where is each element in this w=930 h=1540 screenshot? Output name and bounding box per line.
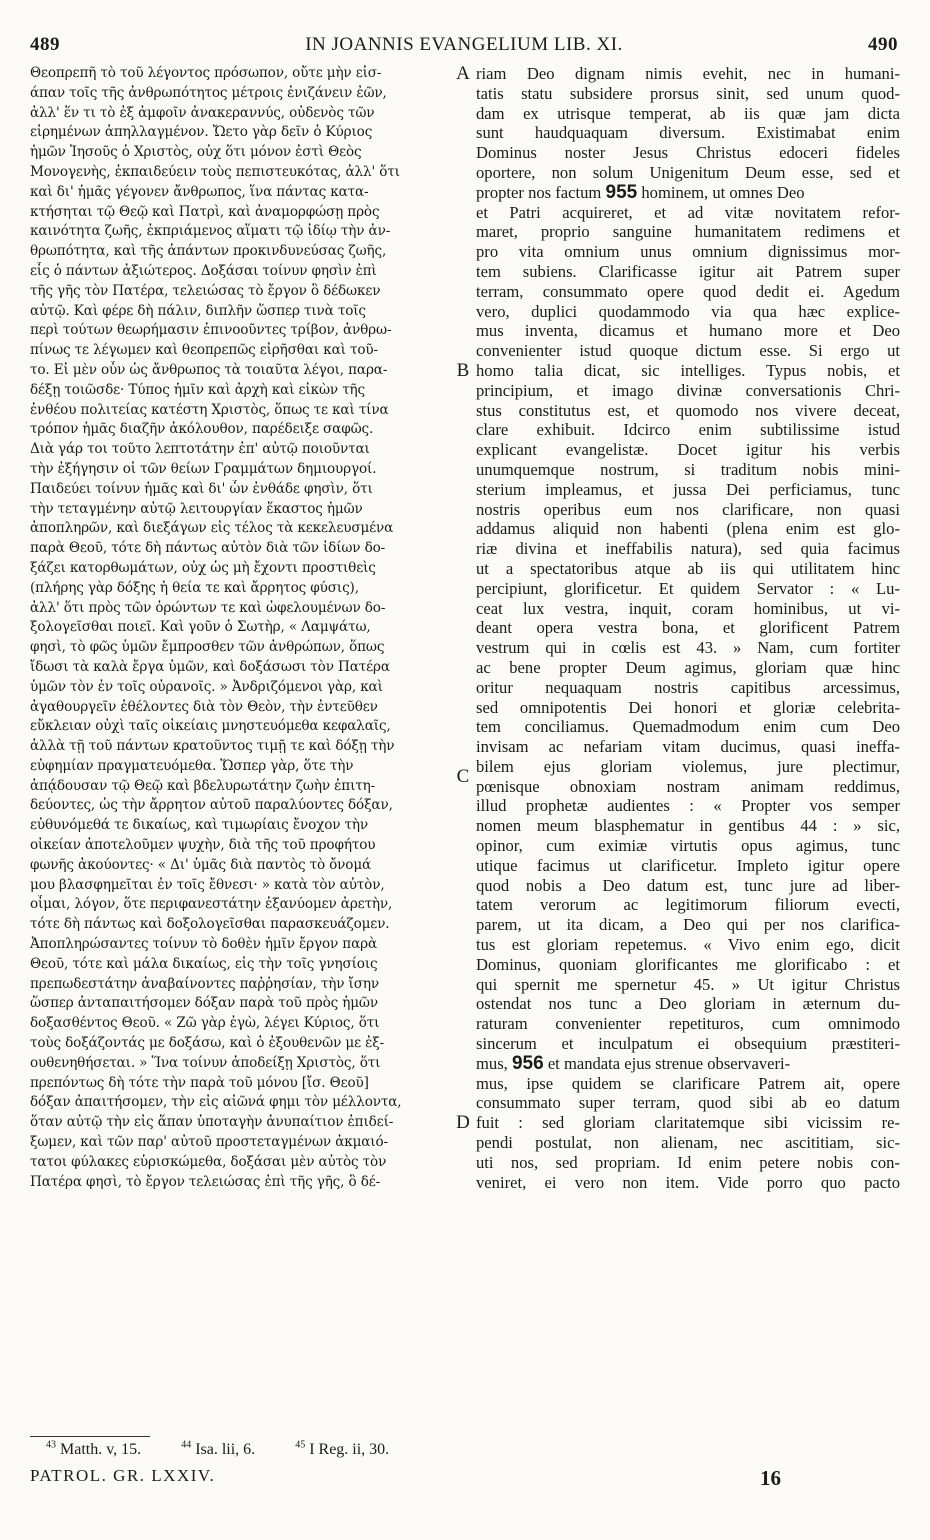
greek-line: παρὰ Θεοῦ, τότε δὴ πάντως αὐτὸν διὰ τῶν ἰδίων δο- (30, 540, 386, 557)
latin-line: sunt haudquaquam diversum. Existimabat enim (476, 123, 900, 143)
latin-line: sterium impleamus, et jussa Dei perficiamus, tunc (476, 479, 900, 499)
greek-line: περὶ τούτων θεωρήμασιν ἐπινοοῦντες τρίβον, ἀνθρω- (30, 322, 392, 339)
latin-line: ostendat nos tunc a Deo gloriam in æternum du- (476, 994, 900, 1014)
footnotes (46, 1440, 425, 1459)
greek-line: κτήσηται τῷ Θεῷ καὶ Πατρὶ, καὶ ἀναμορφώσῃ πρὸς (30, 203, 380, 220)
page-number-right: 490 (868, 34, 898, 55)
latin-line: tem conciliamus. Quemadmodum enim cum Deo (476, 717, 900, 737)
latin-line: riam Deo dignam nimis evehit, nec in humani- (476, 64, 900, 83)
greek-line: εὐφημίαν πραγματευόμεθα. Ὥσπερ γὰρ, ὅτε τὴν (30, 757, 354, 774)
latin-line: pro vita omnium unus omnium dignissimus mor- (476, 242, 900, 262)
greek-line: δόξαν ἀπαιτήσομεν, τὴν εἰς αἰῶνά φημι τὸν μέλλοντα, (30, 1094, 402, 1111)
latin-line: tus est gloriam repetemus. « Vivo enim ego, dicit (476, 935, 900, 955)
greek-line: τὴν ἐξήγησιν οἱ τῶν θείων Γραμμάτων δημιουργοί. (30, 460, 377, 477)
latin-line-text: propter nos factum (476, 182, 606, 202)
latin-line: utique facimus ut clarificetur. Impleto igitur opere (476, 855, 900, 875)
greek-line: ἡμῶν Ἰησοῦς ὁ Χριστὸς, οὐχ ὅτι μόνον ἐστὶ Θεὸς (30, 144, 362, 161)
greek-line: θρωπότητα, καὶ τῆς ἁπάντων προκινδυνεύσας ζωῆς, (30, 243, 387, 260)
page-number-left: 489 (30, 34, 60, 55)
greek-line: ἀπᾴδουσαν τῷ Θεῷ καὶ βδελυρωτάτην ζωὴν ἐπιτη- (30, 777, 376, 794)
latin-line: tem subiens. Clarificasse igitur ait Patrem super (476, 261, 900, 281)
running-title: IN JOANNIS EVANGELIUM LIB. XI. (305, 34, 623, 55)
latin-line: maret, proprio sanguine humanitatem redimens et (476, 222, 900, 242)
greek-line: ἀγαθουργεῖν ἐθέλοντες διὰ τὸν Θεὸν, τὴν ἐντεῦθεν (30, 698, 378, 715)
footnote-43: $^{43}$ Matth. v, 15. (46, 1440, 142, 1459)
greek-line: οἰκείαν ἀποτελοῦμεν ψυχὴν, διὰ τῆς τοῦ προφήτου (30, 837, 376, 854)
greek-line: ἐνθέου πολιτείας κατέστη Χριστὸς, ὅπως τε καὶ τίνα (30, 401, 389, 418)
latin-line: sed omnipotentis Dei honori et gloriæ celebrita- (476, 697, 900, 717)
greek-line: εὐθυνόμεθά τε δικαίως, καὶ τιμωρίαις ἔνοχον τὴν (30, 817, 368, 834)
greek-line: οἶμαι, λόγον, ὅτε περιφανεστάτην ἐξανύομεν ἀρετὴν, (30, 896, 393, 913)
greek-line: δεύοντες, ὡς τὴν ἄρρητον αὐτοῦ παραλύοντες δόξαν, (30, 797, 393, 814)
latin-line: vestrum qui in cœlis est 43. » Nam, cum fortiter (476, 638, 900, 658)
greek-line: εἰρημένων ἀπηλλαγμένον. Ὤετο γὰρ δεῖν ὁ Κύριος (30, 124, 373, 141)
margin-letter-a: A (456, 63, 470, 84)
latin-line: dam ex utrisque temperat, ab iis quæ jam dicta (476, 103, 900, 123)
greek-line: πρεπόντως δὴ τότε τὴν παρὰ τοῦ μόνου [ἴσ. Θεοῦ] (30, 1074, 369, 1091)
latin-line (476, 1054, 900, 1074)
footnote-44: $^{44}$ Isa. lii, 6. (181, 1440, 256, 1459)
greek-line: ἴδωσι τὰ καλὰ ἔργα ὑμῶν, καὶ δοξάσωσι τὸν Πατέρα (30, 658, 390, 675)
greek-line: εὔκλειαν οὐχὶ ταῖς οἰκείαις μνηστευόμεθα κεφαλαῖς, (30, 718, 391, 735)
latin-line: bilem ejus gloriam violemus, jure plectimur, (476, 756, 900, 776)
greek-line: Θεοπρεπῆ τὸ τοῦ λέγοντος πρόσωπον, οὔτε μὴν εἰσ- (30, 65, 382, 81)
footnote-rule (30, 1436, 150, 1437)
latin-line: illud prophetæ audientes : « Propter vos semper (476, 796, 900, 816)
latin-line: uti nos, sed propriam. Id enim petere nobis con- (476, 1152, 900, 1172)
footnote-45: $^{45}$ I Reg. ii, 30. (295, 1440, 390, 1459)
latin-line: principium, et imago divinæ conversationis Chri- (476, 380, 900, 400)
latin-line: oritur nequaquam nostris capitibus arcessimus, (476, 677, 900, 697)
latin-line: vero, duplici quodammodo via qua hæc explice- (476, 301, 900, 321)
latin-line: riæ divina et ineffabilis natura), sed quia facimus (476, 539, 900, 559)
latin-line (476, 183, 900, 203)
latin-line: Dominus, quoniam glorificantes me glorificabo : et (476, 954, 900, 974)
latin-line: tatem verorum ac legitimorum filiorum evecti, (476, 895, 900, 915)
greek-column (30, 64, 456, 1192)
greek-line: πίνως τε λέγωμεν καὶ θεοπρεπῶς εἰρῆσθαι καὶ τοῦ- (30, 342, 378, 359)
latin-line: veniret, ei vero non item. Vide porro quo pacto (476, 1172, 900, 1192)
column-number: 955 (605, 182, 638, 203)
signature-mark: 16 (760, 1466, 781, 1490)
latin-line: ac bene propter Deum agimus, gloriam quæ hinc (476, 657, 900, 677)
latin-line: invisam ac nefariam vitam ducimus, quasi ineffa- (476, 737, 900, 757)
greek-line: ὑμῶν τὸν ἐν τοῖς οὐρανοῖς. » Ἀνδριζόμενοι γὰρ, καὶ (30, 678, 383, 695)
running-header (30, 34, 898, 58)
latin-line: nostris operibus eum nos clarificare, non quasi (476, 499, 900, 519)
latin-line: quod nobis a Deo datum est, tunc jure ad liber- (476, 875, 900, 895)
greek-line: ὅταν αὐτῷ τὴν εἰς ἅπαν ὑποταγὴν ἀνυπαίτιον ἐπιδεί- (30, 1114, 394, 1131)
greek-line: εἷς ὁ πάντων ἀξιώτερος. Δοξάσαι τοίνυν φησὶν ἐπὶ (30, 262, 377, 279)
greek-line: ἀλλ' ἕν τι τὸ ἐξ ἀμφοῖν ἀνακεραννύς, οὐδενὸς τῶν (30, 104, 375, 121)
greek-line: (πλήρης γὰρ δόξης ἡ θεία τε καὶ ἄρρητος φύσις), (30, 579, 359, 596)
latin-line: consummato super terram, quod sibi ab eo datum (476, 1093, 900, 1113)
greek-line: ξωμεν, καὶ τῶν παρ' αὐτοῦ προστεταγμένων ἀκμαιό- (30, 1134, 388, 1151)
margin-letter-c: C (456, 766, 470, 787)
latin-line: addamus aliquid non habenti (plena enim est glo- (476, 519, 900, 539)
latin-line: tatis statu subsidere prorsus sinit, sed unum quod- (476, 83, 900, 103)
latin-line: Dominus noster Jesus Christus edoceri fideles (476, 143, 900, 163)
latin-line: ut a spectatoribus atque ab iis qui utilitatem hinc (476, 558, 900, 578)
greek-line: ξολογεῖσθαι ποιεῖ. Καὶ γοῦν ὁ Σωτὴρ, « Λαμψάτω, (30, 619, 371, 636)
latin-line: pendi postulat, non alienam, nec ascititiam, sic- (476, 1133, 900, 1153)
greek-line: μου βλασφημεῖται ἐν τοῖς ἔθνεσι· » κατὰ τὸν αὐτὸν, (30, 876, 385, 893)
latin-line: percipiunt, glorificetur. Et quidem Servator : « Lu- (476, 578, 900, 598)
greek-line: τῆς γῆς τὸν Πατέρα, τελειώσας τὸ ἔργον ὃ δέδωκεν (30, 282, 381, 299)
greek-line: πρεπωδεστάτην ἀναβαίνοντες παῤῥησίαν, τὴν ἴσην (30, 975, 379, 992)
greek-line: τοὺς δοξάζοντάς με δοξάσω, καὶ ὁ ἐξουθενῶν με ἐξ- (30, 1035, 385, 1052)
latin-line-text: mus, (476, 1053, 512, 1073)
latin-line-text: et mandata ejus strenue observaveri- (543, 1053, 791, 1073)
greek-line: ουθενηθήσεται. » Ἵνα τοίνυν ἀποδείξῃ Χριστὸς, ὅτι (30, 1054, 381, 1071)
latin-line: sincerum et inculpatum ei obsequium præstiteri- (476, 1034, 900, 1054)
greek-line: δοξασθέντος Θεοῦ. « Ζῶ γὰρ ἐγὼ, λέγει Κύριος, ὅτι (30, 1015, 380, 1032)
latin-line: convenienter istud quoque dictum esse. Si ergo ut (476, 341, 900, 361)
latin-line: deant opera vestra bona, et glorificent Patrem (476, 618, 900, 638)
greek-line: φωνῆς ἀκούοντες· « Δι' ὑμᾶς διὰ παντὸς τὸ ὄνομά (30, 856, 372, 873)
latin-line: nomen meum blasphematur in gentibus 44 : » sic, (476, 816, 900, 836)
greek-line: δέξῃ τοιῶσδε· Τύπος ἡμῖν καὶ ἀρχὴ καὶ εἰκὼν τῆς (30, 381, 366, 398)
latin-line: parem, ut ita dicam, a Deo qui per nos clarifica- (476, 915, 900, 935)
latin-line: mus inventa, dicamus et humano more et Deo (476, 321, 900, 341)
latin-line: homo talia dicat, sic intelliges. Typus nobis, et (476, 360, 900, 380)
latin-line: pœnisque obnoxiam nostram animam reddimus, (476, 776, 900, 796)
latin-line-text: hominem, ut omnes Deo (637, 182, 805, 202)
latin-line: ceat lux vestra, inquit, coram hominibus, ut vi- (476, 598, 900, 618)
greek-line: άπαν τοῖς τῆς ἀνθρωπότητος μέτροις ἐνιζάνειν ἐῶν, (30, 84, 387, 101)
greek-line: ἀποπληρῶν, καὶ διεξάγων εἰς τέλος τὰ κεκελευσμένα (30, 520, 394, 537)
greek-line: Πατέρα φησὶ, τὸ ἔργον τελειώσας ἐπὶ τῆς γῆς, ὃ δέ- (30, 1173, 381, 1190)
latin-line: clare exhibuit. Idcirco enim subtilissime istud (476, 420, 900, 440)
greek-line: καινότητα ζωῆς, ἐκπριάμενος αἵματι τῷ ἰδίῳ τὴν ἀν- (30, 223, 391, 240)
greek-line: το. Εἰ μὲν οὖν ὡς ἄνθρωπος τὰ τοιαῦτα λέγοι, παρα- (30, 361, 388, 378)
greek-line: αὐτῷ. Καὶ φέρε δὴ πάλιν, διπλῆν ὥσπερ τινὰ τοῖς (30, 302, 366, 319)
greek-line: ἀλλ' ὅτι πρὸς τῶν ὁρώντων τε καὶ ὠφελουμένων δο- (30, 599, 386, 616)
greek-line: τατοι φύλακες εὑρισκώμεθα, δοξάσαι μὲν αὐτὸς τὸν (30, 1153, 387, 1170)
latin-line: raturam convenienter repetituros, cum omnimodo (476, 1014, 900, 1034)
greek-line: Διὰ γάρ τοι τοῦτο λεπτοτάτην ἐπ' αὐτῷ ποιοῦνται (30, 441, 370, 458)
greek-line: τότε δὴ πάντως καὶ δοξολογεῖσθαι παρασκευάζομεν. (30, 916, 390, 933)
latin-line: fuit : sed gloriam claritatemque sibi vicissim re- (476, 1113, 900, 1133)
greek-line: ἀλλὰ τῇ τοῦ πάντων κρατοῦντος τιμῇ τε καὶ δόξῃ τὴν (30, 738, 395, 755)
greek-line: Μονογενὴς, ἐκπαιδεύειν τοὺς πεπιστευκότας, ἀλλ' ὅτι (30, 163, 400, 180)
greek-line: Θεοῦ, τότε καὶ μάλα δικαίως, εἰς τὴν τοῖς γνησίοις (30, 955, 378, 972)
latin-line: et Patri acquireret, et ad vitæ novitatem refor- (476, 202, 900, 222)
greek-line: τρόπον ἡμᾶς διαζῆν ἀκόλουθον, παρέδειξε σαφῶς. (30, 421, 374, 438)
latin-line: stus constitutus est, et quomodo nos vivere deceat, (476, 400, 900, 420)
series-title: PATROL. GR. LXXIV. (30, 1466, 216, 1485)
greek-line: ὥσπερ ἀνταπαιτήσομεν δόξαν παρὰ τοῦ πρὸς ἡμῶν (30, 995, 378, 1012)
latin-column (476, 64, 900, 1192)
margin-letter-d: D (456, 1112, 470, 1133)
greek-line: Παιδεύει τοίνυν ἡμᾶς καὶ δι' ὧν ἐνθάδε φησὶν, ὅτι (30, 480, 373, 497)
latin-line: mus, ipse quidem se clarificare Patrem ait, opere (476, 1073, 900, 1093)
latin-line: opinor, cum eximiæ virtutis opus agimus, tunc (476, 836, 900, 856)
latin-line: unumquemque nostrum, si traditum nobis mini- (476, 459, 900, 479)
latin-line: explicant evangelistæ. Docet igitur his verbis (476, 440, 900, 460)
greek-line: φησὶ, τὸ φῶς ὑμῶν ἔμπροσθεν τῶν ἀνθρώπων, ὅπως (30, 639, 385, 656)
greek-line: Ἀποπληρώσαντες τοίνυν τὸ δοθὲν ἡμῖν ἔργον παρὰ (30, 936, 377, 953)
latin-line: oportere, non solum Unigenitum Deum esse, sed et (476, 162, 900, 182)
latin-line: qui spernit me spernetur 45. » Ut igitur Christus (476, 974, 900, 994)
margin-letter-b: B (456, 360, 470, 381)
greek-line: καὶ δι' ἡμᾶς γέγονεν ἄνθρωπος, ἵνα πάντας κατα- (30, 183, 369, 200)
greek-line: ξάζει κατορθωμάτων, οὐχ ὡς μὴ ἔχοντι προστιθεὶς (30, 559, 376, 576)
column-number: 956 (511, 1053, 544, 1074)
greek-line: τὴν τεταγμένην αὐτῷ λειτουργίαν ἕκαστος ἡμῶν (30, 500, 363, 517)
latin-line: terram, consummato opere quod dedit ei. Agedum (476, 281, 900, 301)
